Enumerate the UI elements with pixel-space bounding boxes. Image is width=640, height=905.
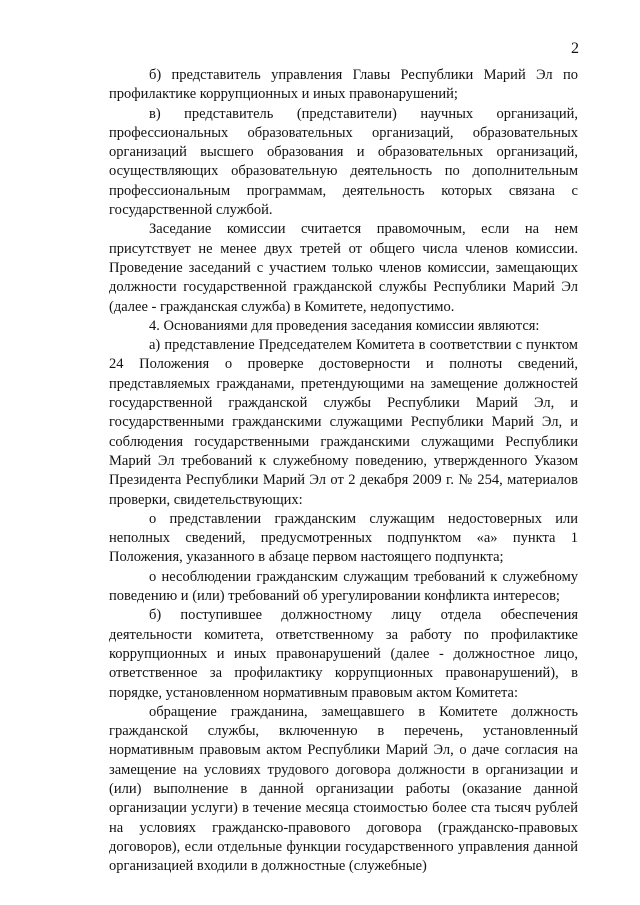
paragraph-unreliable-info: о представлении гражданским служащим недостоверных или неполных сведений, предусмотренных подпунктом «а» пункта 1 Положения, указанного в абзаце первом настоящего подпункта; — [109, 510, 578, 566]
paragraph-chairman-submission: а) представление Председателем Комитета в соответствии с пунктом 24 Положения о проверке достоверности и полноты сведений, представляемых гражданами, претендующими на замещение должностей государственной гражданской службы Республики Марий Эл, и государственными гражданскими служащими Республики Марий Эл, и соблюдения государственными гражданскими служащими Республики Марий Эл требований к служебному поведению, утвержденного Указом Президента Республики Марий Эл от 2 декабря 2009 г. № 254, материалов проверки, свидетельствующих: — [109, 337, 578, 508]
paragraph-quorum: Заседание комиссии считается правомочным, если на нем присутствует не менее двух третей от общего числа членов комиссии. Проведение заседаний с участием только членов комиссии, замещающих должности государственной гражданской службы Республики Марий Эл (далее - гражданская служба) в Комитете, недопустимо. — [109, 221, 578, 315]
paragraph-non-compliance: о несоблюдении гражданским служащим требований к служебному поведению и (или) требований об урегулировании конфликта интересов; — [109, 568, 578, 605]
paragraph-representative-head: б) представитель управления Главы Республики Марий Эл по профилактике коррупционных и иных правонарушений; — [109, 67, 578, 103]
paragraph-representatives-organizations: в) представитель (представители) научных организаций, профессиональных образовательных организаций, образовательных организаций высшего образования и образовательных организаций, осуществляющих образовательную деятельность по дополнительным профессиональным программам, деятельность которых связана с государственной службой. — [109, 105, 578, 219]
paragraph-citizen-appeal: обращение гражданина, замещавшего в Комитете должность гражданской службы, включенную в перечень, установленный нормативным правовым актом Республики Марий Эл, о даче согласия на замещение на условиях трудового договора должности в организации и (или) выполнение в данной организации работы (оказание данной организации услуги) в течение месяца стоимостью более ста тысяч рублей на условиях гражданско-правового договора (гражданско-правовых договоров), если отдельные функции государственного управления данной организацией входили в должностные (служебные) — [109, 703, 578, 875]
paragraph-grounds-heading: 4. Основаниями для проведения заседания комиссии являются: — [149, 317, 540, 334]
document-body — [109, 66, 578, 876]
paragraph-received-official: б) поступившее должностному лицу отдела обеспечения деятельности комитета, ответственному за работу по профилактике коррупционных и иных правонарушений (далее - должностное лицо, ответственное за профилактику коррупционных правонарушений), в порядке, установленном нормативным правовым актом Комитета: — [109, 607, 578, 701]
page-number: 2 — [571, 40, 579, 57]
